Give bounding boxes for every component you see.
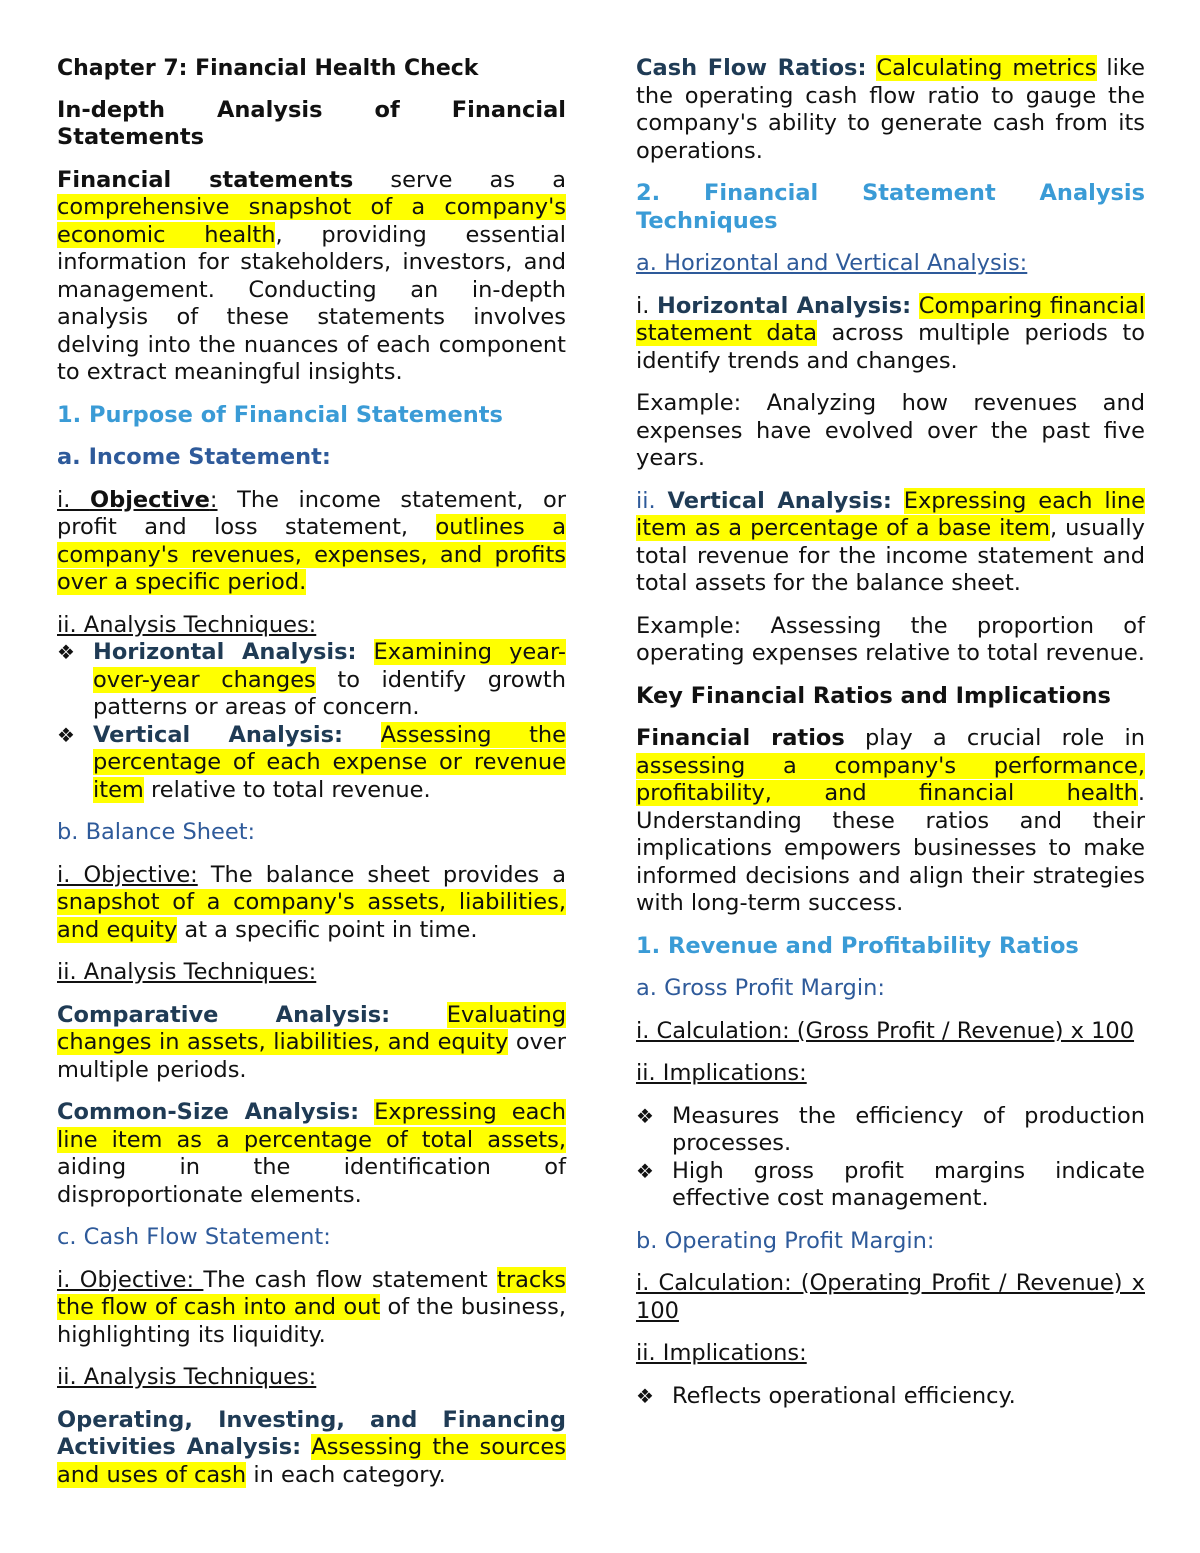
key-ratios-heading: Key Financial Ratios and Implications xyxy=(636,682,1111,709)
highlight: Calculating metrics xyxy=(876,55,1097,81)
income-statement-heading: a. Income Statement: xyxy=(57,444,331,470)
diamond-bullet-icon: ❖ xyxy=(57,640,75,664)
horizontal-example: Example: Analyzing how revenues and expenses have evolved over the past five years. xyxy=(636,390,1145,471)
gross-profit-calculation: i. Calculation: (Gross Profit / Revenue) x 100 xyxy=(636,1017,1135,1044)
income-objective: i. Objective: The income statement, or profit and loss statement, outlines a company's revenues, expenses, and profits over a specific period. xyxy=(57,486,567,595)
operating-profit-heading: b. Operating Profit Margin: xyxy=(636,1227,935,1254)
cash-flow-techniques-label: ii. Analysis Techniques: xyxy=(57,1364,317,1390)
operating-profit-calculation: i. Calculation: (Operating Profit / Revenue) x 100 xyxy=(636,1270,1145,1324)
income-techniques-list xyxy=(57,639,566,804)
gross-profit-heading: a. Gross Profit Margin: xyxy=(636,975,885,1001)
list-item: ❖ Vertical Analysis: Assessing the percentage of each expense or revenue item relative to total revenue. xyxy=(57,721,567,803)
highlight: outlines a company's revenues, expenses, and profits over a specific period. xyxy=(57,514,566,595)
gross-profit-implications-label: ii. Implications: xyxy=(636,1060,807,1086)
ratios-intro: Financial ratios play a crucial role in assessing a company's performance, profitability, and financial health. Understanding these ratios and their implications empowers businesses to make informed decisions and align their strategies with long-term success. xyxy=(636,725,1145,916)
horizontal-vertical-heading: a. Horizontal and Vertical Analysis: xyxy=(636,250,1028,276)
balance-sheet-heading: b. Balance Sheet: xyxy=(57,819,256,845)
highlight: snapshot of a company's assets, liabilities, and equity xyxy=(57,889,566,943)
common-size-analysis: Common-Size Analysis: Expressing each line item as a percentage of total assets, aiding in the identification of disproportionate elements. xyxy=(57,1099,566,1208)
intro-lead: Financial statements xyxy=(57,166,354,193)
cash-flow-heading: c. Cash Flow Statement: xyxy=(57,1224,331,1250)
vertical-analysis: ii. Vertical Analysis: Expressing each line item as a percentage of a base item, usually total revenue for the income statement and total assets for the balance sheet. xyxy=(636,487,1146,596)
diamond-bullet-icon: ❖ xyxy=(636,1383,654,1408)
highlight: Expressing each line item as a percentage of a base item xyxy=(636,487,1146,541)
cash-flow-objective: i. Objective: The cash flow statement tracks the flow of cash into and out of the business, highlighting its liquidity. xyxy=(57,1266,567,1348)
vertical-example: Example: Assessing the proportion of operating expenses relative to total revenue. xyxy=(636,612,1145,666)
list-item: ❖ Reflects operational efficiency. xyxy=(636,1382,1016,1409)
activities-analysis: Operating, Investing, and Financing Activities Analysis: Assessing the sources and uses of cash in each category. xyxy=(57,1406,566,1488)
comparative-analysis: Comparative Analysis: Evaluating changes in assets, liabilities, and equity over multiple periods. xyxy=(57,1001,567,1083)
gross-profit-implications xyxy=(636,1103,1145,1213)
highlight: Expressing each line item as a percentage of total assets, xyxy=(57,1099,566,1153)
document-subtitle: In-depth Analysis of Financial Statements xyxy=(57,96,566,150)
diamond-bullet-icon: ❖ xyxy=(57,722,75,747)
balance-objective: i. Objective: The balance sheet provides a snapshot of a company's assets, liabilities, and equity at a specific point in time. xyxy=(57,861,567,943)
list-item: ❖ High gross profit margins indicate effective cost management. xyxy=(636,1157,1145,1211)
balance-techniques-label: ii. Analysis Techniques: xyxy=(57,959,317,985)
cash-flow-ratios: Cash Flow Ratios: Calculating metrics like the operating cash flow ratio to gauge the company's ability to generate cash from its operations. xyxy=(636,55,1145,164)
list-item: ❖ Measures the efficiency of production processes. xyxy=(636,1102,1145,1156)
highlight: Assessing the percentage of each expense or revenue item xyxy=(93,721,567,803)
highlight: Evaluating changes in assets, liabilities, and equity xyxy=(57,1001,567,1055)
highlight: Examining year-over-year changes xyxy=(93,639,566,693)
horizontal-analysis: i. Horizontal Analysis: Comparing financial statement data across multiple periods to identify trends and changes. xyxy=(636,292,1145,374)
section-heading-purpose: 1. Purpose of Financial Statements xyxy=(57,401,503,428)
highlight: comprehensive snapshot of a company's economic health xyxy=(57,194,566,248)
income-techniques-label: ii. Analysis Techniques: xyxy=(57,611,317,638)
highlight: assessing a company's performance, profitability, and financial health xyxy=(636,752,1145,806)
operating-profit-implications xyxy=(636,1383,1145,1411)
right-column xyxy=(636,55,1145,1425)
highlight: Assessing the sources and uses of cash xyxy=(57,1434,566,1488)
diamond-bullet-icon: ❖ xyxy=(636,1158,654,1183)
section-heading-techniques: 2. Financial Statement Analysis Techniques xyxy=(636,180,1145,234)
operating-profit-implications-label: ii. Implications: xyxy=(636,1340,807,1366)
section-heading-profitability: 1. Revenue and Profitability Ratios xyxy=(636,932,1079,959)
diamond-bullet-icon: ❖ xyxy=(636,1103,654,1128)
intro-paragraph: Financial statements serve as a comprehensive snapshot of a company's economic health, providing essential information for stakeholders, investors, and management. Conducting an in-depth analysis of these statements involves delving into the nuances of each component to extract meaningful insights. xyxy=(57,166,567,385)
chapter-title: Chapter 7: Financial Health Check xyxy=(57,56,479,81)
highlight: Comparing financial statement data xyxy=(636,292,1145,346)
highlight: tracks the flow of cash into and out xyxy=(57,1266,567,1320)
list-item: ❖ Horizontal Analysis: Examining year-over-year changes to identify growth patterns or areas of concern. xyxy=(57,639,566,720)
left-column xyxy=(57,55,566,1504)
